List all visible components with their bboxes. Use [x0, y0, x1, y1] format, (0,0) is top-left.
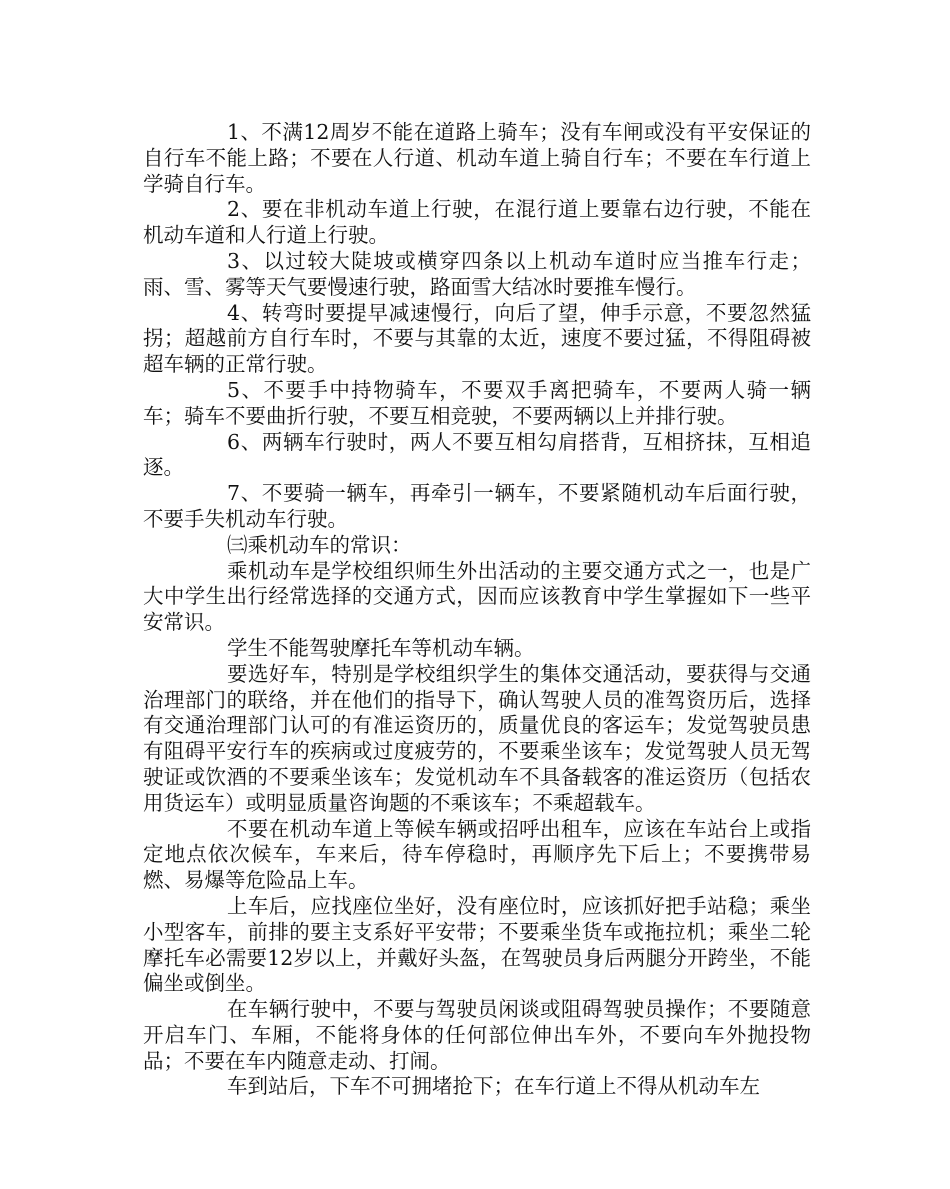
paragraph: 7、不要骑一辆车，再牵引一辆车，不要紧随机动车后面行驶，不要手失机动车行驶。 [143, 481, 811, 531]
paragraph: 要选好车，特别是学校组织学生的集体交通活动，要获得与交通治理部门的联络，并在他们的指导下，确认驾驶人员的准驾资历后，选择有交通治理部门认可的有准运资历的，质量优良的客运车；发觉驾驶员患有阻碍平安行车的疾病或过度疲劳的，不要乘坐该车；发觉驾驶人员无驾驶证或饮酒的不要乘坐该车；发觉机动车不具备载客的准运资历（包括农用货运车）或明显质量咨询题的不乘该车；不乘超载车。 [143, 661, 811, 815]
paragraph: 在车辆行驶中，不要与驾驶员闲谈或阻碍驾驶员操作；不要随意开启车门、车厢，不能将身体的任何部位伸出车外，不要向车外抛投物品；不要在车内随意走动、打闹。 [143, 997, 811, 1073]
paragraph: 5、不要手中持物骑车，不要双手离把骑车，不要两人骑一辆车；骑车不要曲折行驶，不要互相竞驶，不要两辆以上并排行驶。 [143, 377, 811, 428]
section-heading: ㈢乘机动车的常识： [227, 532, 412, 557]
paragraph: 乘机动车是学校组织师生外出活动的主要交通方式之一，也是广大中学生出行经常选择的交通方式，因而应该教育中学生掌握如下一些平安常识。 [143, 558, 811, 635]
paragraph: 6、两辆车行驶时，两人不要互相勾肩搭背，互相挤抹，互相追逐。 [143, 429, 811, 480]
paragraph: 上车后，应找座位坐好，没有座位时，应该抓好把手站稳；乘坐小型客车，前排的要主支系好平安带；不要乘坐货车或拖拉机；乘坐二轮摩托车必需要12岁以上，并戴好头盔，在驾驶员身后两腿分开跨坐，不能偏坐或倒坐。 [143, 893, 811, 996]
paragraph: 1、不满12周岁不能在道路上骑车；没有车闸或没有平安保证的自行车不能上路；不要在人行道、机动车道上骑自行车；不要在车行道上学骑自行车。 [143, 120, 811, 196]
paragraph: 车到站后，下车不可拥堵抢下；在车行道上不得从机动车左 [227, 1074, 760, 1099]
document-body [143, 120, 811, 1100]
paragraph: 4、转弯时要提早减速慢行，向后了望，伸手示意，不要忽然猛拐；超越前方自行车时，不要与其靠的太近，速度不要过猛，不得阻碍被超车辆的正常行驶。 [143, 300, 811, 377]
paragraph: 3、以过较大陡坡或横穿四条以上机动车道时应当推车行走；雨、雪、雾等天气要慢速行驶，路面雪大结冰时要推车慢行。 [143, 248, 811, 299]
paragraph: 2、要在非机动车道上行驶，在混行道上要靠右边行驶，不能在机动车道和人行道上行驶。 [143, 197, 811, 248]
paragraph: 学生不能驾驶摩托车等机动车辆。 [227, 635, 535, 660]
paragraph: 不要在机动车道上等候车辆或招呼出租车，应该在车站台上或指定地点依次候车，车来后，待车停稳时，再顺序先下后上；不要携带易燃、易爆等危险品上车。 [143, 816, 811, 893]
